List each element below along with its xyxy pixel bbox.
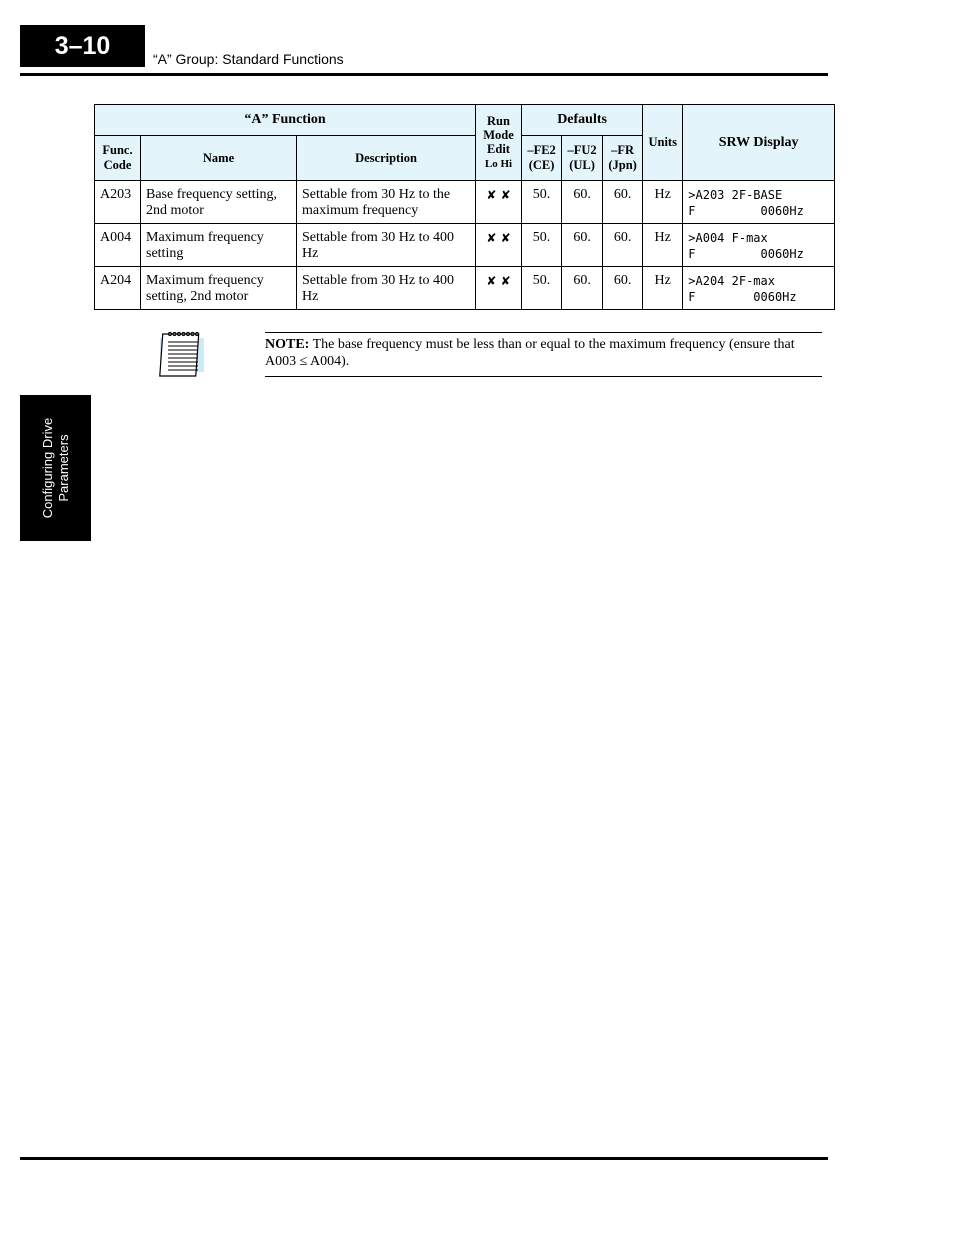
notepad-icon	[158, 330, 206, 378]
srw-line2: F 0060Hz	[688, 247, 804, 261]
fu2-cell: 60.	[562, 181, 603, 224]
func-code-cell: A204	[95, 267, 141, 310]
run-mode-line1: Run	[487, 114, 510, 128]
table-row	[95, 224, 835, 267]
fr-line1: –FR	[611, 143, 635, 157]
fe2-cell: 50.	[522, 181, 562, 224]
srw-line1: >A203 2F-BASE	[688, 188, 783, 202]
description-cell: Settable from 30 Hz to the maximum frequency	[297, 181, 476, 224]
run-mode-line4: Lo Hi	[484, 158, 513, 170]
note-label: NOTE:	[265, 337, 310, 352]
name-header: Name	[141, 136, 297, 181]
group-header: “A” Function	[95, 105, 476, 136]
func-code-line2: Code	[103, 158, 132, 172]
func-code-cell: A004	[95, 224, 141, 267]
defaults-header: Defaults	[522, 105, 643, 136]
description-cell: Settable from 30 Hz to 400 Hz	[297, 224, 476, 267]
run-mode-edit-header	[476, 105, 522, 181]
func-code-line1: Func.	[102, 143, 133, 157]
srw-line2: F 0060Hz	[688, 290, 797, 304]
fr-cell: 60.	[603, 224, 643, 267]
note-box	[265, 332, 822, 377]
page-number-text: 3–10	[54, 31, 111, 60]
fu2-cell: 60.	[562, 224, 603, 267]
name-cell: Maximum frequency setting	[141, 224, 297, 267]
fu2-cell: 60.	[562, 267, 603, 310]
srw-line1: >A204 2F-max	[688, 274, 775, 288]
srw-display-cell	[683, 224, 835, 267]
top-rule	[20, 73, 828, 76]
srw-display-cell	[683, 267, 835, 310]
srw-display-cell	[683, 181, 835, 224]
fe2-cell: 50.	[522, 267, 562, 310]
bottom-rule	[20, 1157, 828, 1160]
table-row	[95, 181, 835, 224]
default-fu2-header	[562, 136, 603, 181]
run-mode-cell: ✘ ✘	[476, 224, 522, 267]
description-header: Description	[297, 136, 476, 181]
units-cell: Hz	[643, 181, 683, 224]
run-mode-cell: ✘ ✘	[476, 181, 522, 224]
units-cell: Hz	[643, 267, 683, 310]
name-cell: Maximum frequency setting, 2nd motor	[141, 267, 297, 310]
fr-line2: (Jpn)	[608, 158, 637, 172]
units-cell: Hz	[643, 224, 683, 267]
table-row	[95, 267, 835, 310]
fe2-line1: –FE2	[527, 143, 556, 157]
run-mode-line2: Mode	[483, 128, 514, 142]
default-fe2-header	[522, 136, 562, 181]
run-mode-line3: Edit	[487, 142, 510, 156]
units-header: Units	[643, 105, 683, 181]
fe2-cell: 50.	[522, 224, 562, 267]
fe2-line2: (CE)	[528, 158, 555, 172]
note-text: The base frequency must be less than or equal to the maximum frequency (ensure that A003 ≤ A004).	[265, 337, 795, 369]
description-cell: Settable from 30 Hz to 400 Hz	[297, 267, 476, 310]
func-code-header	[95, 136, 141, 181]
default-fr-header	[603, 136, 643, 181]
side-tab-label: Configuring Drive Parameters	[39, 417, 71, 519]
parameter-table	[94, 104, 835, 310]
run-mode-cell: ✘ ✘	[476, 267, 522, 310]
srw-line2: F 0060Hz	[688, 204, 804, 218]
func-code-cell: A203	[95, 181, 141, 224]
fr-cell: 60.	[603, 267, 643, 310]
fu2-line2: (UL)	[569, 158, 595, 172]
section-title: “A” Group: Standard Functions	[153, 51, 344, 67]
fr-cell: 60.	[603, 181, 643, 224]
fu2-line1: –FU2	[567, 143, 597, 157]
page-number	[20, 25, 145, 67]
name-cell: Base frequency setting, 2nd motor	[141, 181, 297, 224]
side-tab	[20, 395, 91, 541]
srw-display-header: SRW Display	[683, 105, 835, 181]
srw-line1: >A004 F-max	[688, 231, 768, 245]
